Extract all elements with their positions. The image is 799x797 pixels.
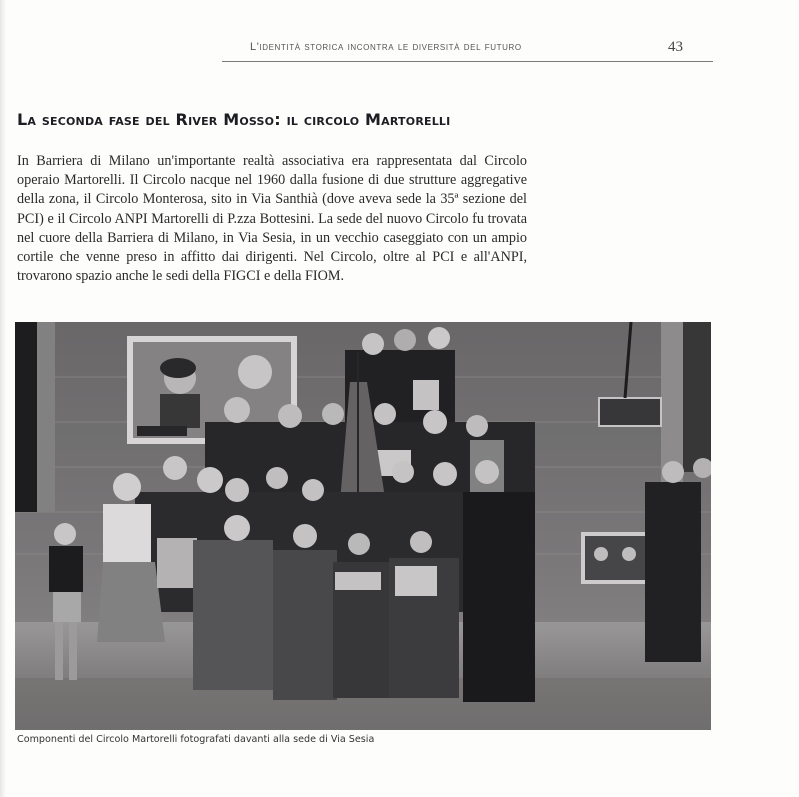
- page-number: 43: [668, 39, 683, 55]
- section-title: La seconda fase del River Mosso: il circolo Martorelli: [17, 110, 451, 129]
- body-paragraph: In Barriera di Milano un'importante realtà associativa era rappresentata dal Circolo operaio Martorelli. Il Circolo nacque nel 1960 dalla fusione di due strutture aggregative della zona, il Circolo Monterosa, sito in Via Santhià (dove aveva sede la 35ª sezione del PCI) e il Circolo ANPI Martorelli di P.zza Bottesini. La sede del nuovo Circolo fu trovata nel cuore della Barriera di Milano, in Via Sesia, in un vecchio caseggiato con un ampio cortile che venne preso in affitto dai dirigenti. Nel Circolo, oltre al PCI e all'ANPI, trovarono spazio anche le sedi della FIGCI e della FIOM.: [17, 153, 527, 285]
- running-header: L'identità storica incontra le diversità del futuro: [250, 41, 522, 53]
- header-rule: [222, 61, 713, 62]
- figure-caption: Componenti del Circolo Martorelli fotografati davanti alla sede di Via Sesia: [17, 734, 375, 745]
- photo-scene: [15, 322, 711, 730]
- group-photograph: [15, 322, 711, 730]
- page-edge-shadow: [0, 0, 6, 797]
- body-text: [17, 152, 527, 286]
